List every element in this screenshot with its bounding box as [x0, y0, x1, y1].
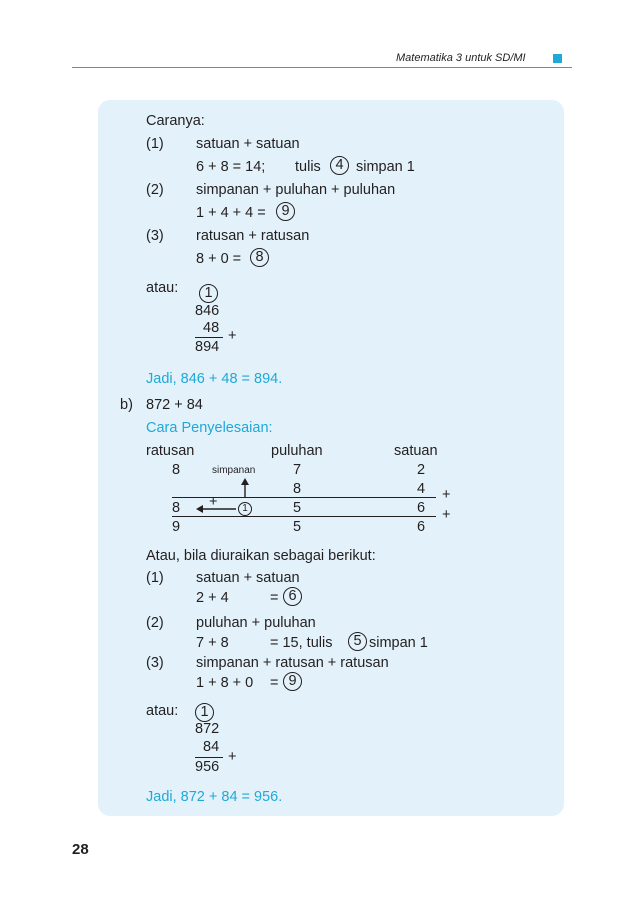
step-a2-result-circle: 9 — [276, 202, 295, 221]
step-a3-result-circle: 8 — [250, 248, 269, 267]
step-a1-tulis-circle: 4 — [330, 156, 349, 175]
step-a3-number: (3) — [146, 228, 164, 244]
step-b2-number: (2) — [146, 615, 164, 631]
step-b3-label: simpanan + ratusan + ratusan — [196, 655, 389, 671]
plus-sign-a: + — [228, 328, 237, 344]
header-puluhan: puluhan — [271, 443, 323, 459]
plus-sign-b1: + — [442, 487, 451, 503]
addend-a1: 846 — [195, 303, 220, 319]
row2-puluhan: 8 — [293, 481, 302, 497]
step-b1-eq: = — [270, 590, 279, 606]
part-b-label: b) — [120, 397, 133, 413]
step-b2-eq: = 15, tulis — [270, 635, 333, 651]
row3-puluhan: 5 — [293, 500, 302, 516]
cara-penyelesaian: Cara Penyelesaian: — [146, 420, 273, 436]
row4-ratusan: 9 — [172, 519, 181, 535]
header-ratusan: ratusan — [146, 443, 195, 459]
plus-sign-b3: + — [228, 749, 237, 765]
header-rule — [72, 67, 572, 68]
step-b1-number: (1) — [146, 570, 164, 586]
step-a1-label: satuan + satuan — [196, 136, 300, 152]
page-number: 28 — [72, 841, 89, 858]
step-b3-eq: = — [270, 675, 279, 691]
step-a2-label: simpanan + puluhan + puluhan — [196, 182, 396, 198]
carry-a-circle: 1 — [199, 284, 218, 303]
carry-b2-circle: 1 — [195, 703, 214, 722]
addend-a2: 48 — [203, 320, 220, 336]
jadi-a: Jadi, 846 + 48 = 894. — [146, 371, 283, 387]
sum-line-b3 — [195, 757, 223, 758]
addend-b2: 84 — [203, 739, 220, 755]
atau-a-label: atau: — [146, 280, 179, 296]
step-b2-result-circle: 5 — [348, 632, 367, 651]
row4-satuan: 6 — [417, 519, 426, 535]
step-a3-calc: 8 + 0 = — [196, 251, 242, 267]
step-a2-number: (2) — [146, 182, 164, 198]
step-b1-result-circle: 6 — [283, 587, 302, 606]
sum-a: 894 — [195, 339, 220, 355]
row3-ratusan: 8 — [172, 500, 181, 516]
carry-plus-b: + — [209, 494, 218, 510]
row2-satuan: 4 — [417, 481, 426, 497]
row1-puluhan: 7 — [293, 462, 302, 478]
step-b3-number: (3) — [146, 655, 164, 671]
step-a2-calc: 1 + 4 + 4 = — [196, 205, 266, 221]
row1-satuan: 2 — [417, 462, 426, 478]
step-b3-result-circle: 9 — [283, 672, 302, 691]
step-a1-calc: 6 + 8 = 14; — [196, 159, 266, 175]
header-square-icon — [553, 54, 562, 63]
sum-line-a — [195, 337, 223, 338]
simpanan-label: simpanan — [212, 465, 256, 476]
step-a3-label: ratusan + ratusan — [196, 228, 310, 244]
atau-urai-label: Atau, bila diuraikan sebagai berikut: — [146, 548, 376, 564]
step-a1-simpan: simpan 1 — [356, 159, 415, 175]
step-a1-number: (1) — [146, 136, 164, 152]
up-arrow-icon — [238, 477, 252, 499]
addend-b1: 872 — [195, 721, 220, 737]
carry-b-circle: 1 — [238, 502, 252, 516]
header-satuan: satuan — [394, 443, 438, 459]
step-b2-simpan: simpan 1 — [369, 635, 428, 651]
row1-ratusan: 8 — [172, 462, 181, 478]
atau-b-label: atau: — [146, 703, 179, 719]
step-b1-calc: 2 + 4 — [196, 590, 229, 606]
jadi-b: Jadi, 872 + 84 = 956. — [146, 789, 283, 805]
step-b2-calc: 7 + 8 — [196, 635, 229, 651]
row3-satuan: 6 — [417, 500, 426, 516]
part-b-problem: 872 + 84 — [146, 397, 203, 413]
sum-line-b2 — [172, 516, 436, 517]
step-b2-label: puluhan + puluhan — [196, 615, 316, 631]
row4-puluhan: 5 — [293, 519, 302, 535]
header-title: Matematika 3 untuk SD/MI — [396, 52, 526, 64]
plus-sign-b2: + — [442, 507, 451, 523]
caranya-label: Caranya: — [146, 113, 205, 129]
step-b1-label: satuan + satuan — [196, 570, 300, 586]
step-a1-tulis: tulis — [295, 159, 321, 175]
sum-b: 956 — [195, 759, 220, 775]
step-b3-calc: 1 + 8 + 0 — [196, 675, 254, 691]
